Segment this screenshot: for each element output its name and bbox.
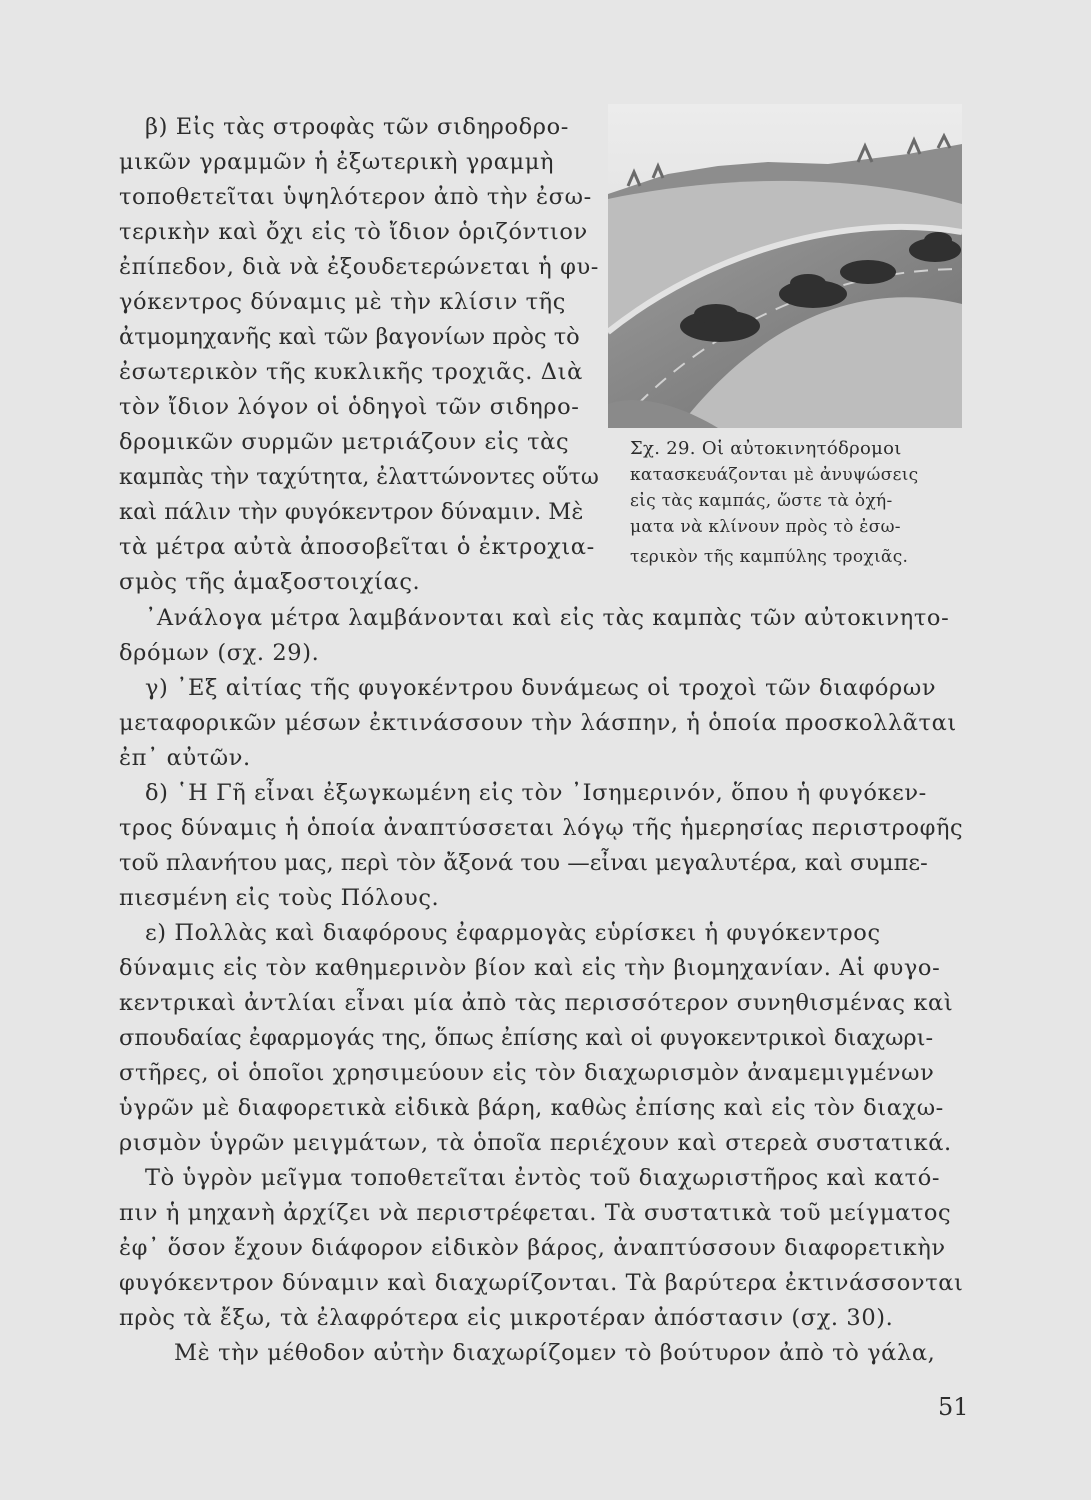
highway-curve-photo [608, 104, 962, 428]
text-line: δύναμις εἰς τὸν καθημερινὸν βίον καὶ εἰς τὴν βιομηχανίαν. Αἱ φυγο- [119, 955, 941, 981]
car-roof [790, 274, 826, 292]
text-line: μικῶν γραμμῶν ἡ ἐξωτερικὴ γραμμὴ [119, 149, 555, 175]
text-line: κεντρικαὶ ἀντλίαι εἶναι μία ἀπὸ τὰς περισσότερον συνηθισμένας καὶ [119, 990, 954, 1016]
text-line: γ) ᾿Εξ αἰτίας τῆς φυγοκέντρου δυνάμεως οἱ τροχοὶ τῶν διαφόρων [145, 675, 937, 701]
text-line: ἀτμομηχανῆς καὶ τῶν βαγονίων πρὸς τὸ [119, 324, 580, 350]
text-line: στῆρες, οἱ ὁποῖοι χρησιμεύουν εἰς τὸν διαχωρισμὸν ἀναμεμιγμένων [119, 1060, 935, 1086]
caption-line: τερικὸν τῆς καμπύλης τροχιᾶς. [630, 547, 909, 567]
text-line: δ) ῾Η Γῆ εἶναι ἐξωγκωμένη εἰς τὸν ᾿Ισημερινόν, ὅπου ἡ φυγόκεν- [145, 780, 927, 806]
text-line: ἐσωτερικὸν τῆς κυκλικῆς τροχιᾶς. Διὰ [119, 359, 583, 385]
text-line: ὑγρῶν μὲ διαφορετικὰ εἰδικὰ βάρη, καθὼς ἐπίσης καὶ εἰς τὸν διαχω- [119, 1095, 944, 1121]
text-line: ἐπ᾿ αὐτῶν. [119, 745, 251, 771]
text-line: πιν ἡ μηχανὴ ἀρχίζει νὰ περιστρέφεται. Τὰ συστατικὰ τοῦ μείγματος [119, 1200, 952, 1226]
text-line: δρόμων (σχ. 29). [119, 640, 320, 666]
text-line: σπουδαίας ἐφαρμογάς της, ὅπως ἐπίσης καὶ οἱ φυγοκεντρικοὶ διαχωρι- [119, 1025, 934, 1051]
text-line: Τὸ ὑγρὸν μεῖγμα τοποθετεῖται ἐντὸς τοῦ διαχωριστῆρος καὶ κατό- [145, 1165, 941, 1191]
text-line: ἐφ᾿ ὅσον ἔχουν διάφορον εἰδικὸν βάρος, ἀναπτύσσουν διαφορετικὴν [119, 1235, 946, 1261]
text-line: τοποθετεῖται ὑψηλότερον ἀπὸ τὴν ἐσω- [119, 184, 592, 210]
text-line: τὸν ἴδιον λόγον οἱ ὁδηγοὶ τῶν σιδηρο- [119, 394, 580, 420]
caption-line: Σχ. 29. Οἱ αὐτοκινητόδρομοι [630, 438, 902, 459]
text-line: β) Εἰς τὰς στροφὰς τῶν σιδηροδρο- [145, 114, 569, 140]
text-line: ρισμὸν ὑγρῶν μειγμάτων, τὰ ὁποῖα περιέχουν καὶ στερεὰ συστατικά. [119, 1130, 952, 1156]
text-line: τοῦ πλανήτου μας, περὶ τὸν ἄξονά του —εἶναι μεγαλυτέρα, καὶ συμπε- [119, 850, 928, 876]
car [840, 260, 896, 284]
caption-line: κατασκευάζονται μὲ ἀνυψώσεις [630, 465, 919, 485]
car-roof [694, 304, 738, 324]
text-line: Μὲ τὴν μέθοδον αὐτὴν διαχωρίζομεν τὸ βούτυρον ἀπὸ τὸ γάλα, [174, 1340, 936, 1366]
figure-29-photo [608, 104, 962, 428]
text-line: τὰ μέτρα αὐτὰ ἀποσοβεῖται ὁ ἐκτροχια- [119, 534, 595, 560]
text-line: τρος δύναμις ἡ ὁποία ἀναπτύσσεται λόγῳ τῆς ἡμερησίας περιστροφῆς [119, 815, 964, 841]
text-line: σμὸς τῆς ἁμαξοστοιχίας. [119, 569, 421, 595]
caption-line: ματα νὰ κλίνουν πρὸς τὸ ἐσω- [630, 517, 901, 537]
text-line: μεταφορικῶν μέσων ἐκτινάσσουν τὴν λάσπην, ἡ ὁποία προσκολλᾶται [119, 710, 957, 736]
text-line: δρομικῶν συρμῶν μετριάζουν εἰς τὰς [119, 429, 570, 455]
car-roof [924, 232, 952, 248]
text-line: ε) Πολλὰς καὶ διαφόρους ἐφαρμογὰς εὑρίσκει ἡ φυγόκεντρος [145, 920, 881, 946]
text-line: γόκεντρος δύναμις μὲ τὴν κλίσιν τῆς [119, 289, 566, 315]
text-line: πρὸς τὰ ἔξω, τὰ ἐλαφρότερα εἰς μικροτέραν ἀπόστασιν (σχ. 30). [119, 1305, 894, 1331]
page-number: 51 [938, 1393, 969, 1421]
text-line: καὶ πάλιν τὴν φυγόκεντρον δύναμιν. Μὲ [119, 499, 584, 525]
text-line: φυγόκεντρον δύναμιν καὶ διαχωρίζονται. Τὰ βαρύτερα ἐκτινάσσονται [119, 1270, 964, 1296]
caption-line: εἰς τὰς καμπάς, ὥστε τὰ ὀχή- [630, 491, 893, 511]
text-line: ἐπίπεδον, διὰ νὰ ἐξουδετερώνεται ἡ φυ- [119, 254, 599, 280]
text-line: καμπὰς τὴν ταχύτητα, ἐλαττώνοντες οὕτω [119, 464, 599, 490]
text-line: τερικὴν καὶ ὄχι εἰς τὸ ἴδιον ὁριζόντιον [119, 219, 588, 245]
text-line: πιεσμένη εἰς τοὺς Πόλους. [119, 885, 440, 911]
text-line: ᾿Ανάλογα μέτρα λαμβάνονται καὶ εἰς τὰς καμπὰς τῶν αὐτοκινητο- [145, 605, 950, 631]
